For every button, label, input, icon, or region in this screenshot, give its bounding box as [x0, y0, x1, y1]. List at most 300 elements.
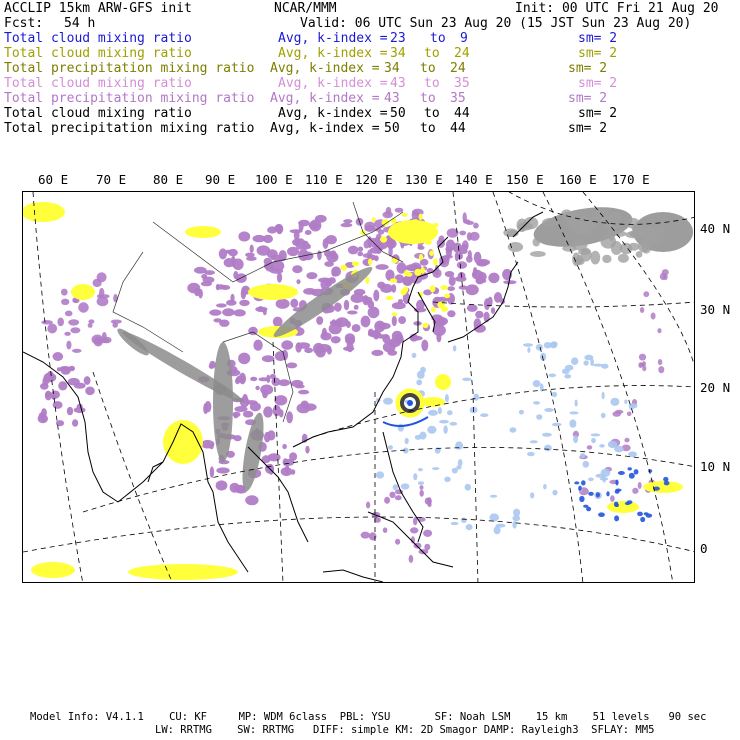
cloud-purple-cell	[368, 329, 374, 336]
cloud-lightblue-cell	[601, 469, 611, 477]
cloud-purple-cell	[286, 411, 293, 423]
cloud-purple-cell	[245, 495, 258, 505]
cloud-gray-cell	[614, 231, 626, 237]
cloud-yellow-cell	[430, 285, 436, 292]
longitude-label: 160 E	[559, 172, 597, 187]
cloud-purple-cell	[469, 232, 479, 241]
cloud-lightblue-cell	[536, 344, 543, 351]
field-avg-label: Avg, k-index =	[270, 91, 380, 106]
cloud-blue-cell	[618, 471, 625, 475]
cloud-purple-cell	[292, 239, 301, 246]
cloud-purple-cell	[409, 555, 414, 563]
cloud-purple-cell	[67, 407, 73, 415]
cloud-purple-cell	[643, 291, 649, 297]
cloud-purple-cell	[627, 412, 632, 417]
cloud-purple-cell	[347, 311, 358, 315]
cloud-lightblue-cell	[564, 374, 571, 378]
forecast-label: Fcst:	[4, 16, 44, 31]
cloud-gray-cell	[530, 251, 546, 257]
field-avg-label: Avg, k-index =	[270, 61, 380, 76]
cloud-lightblue-cell	[438, 407, 442, 414]
cloud-purple-cell	[433, 325, 446, 336]
cloud-lightblue-cell	[536, 414, 542, 420]
field-smoothing: sm= 2	[568, 61, 608, 76]
cloud-lightblue-cell	[496, 524, 506, 528]
cloud-purple-cell	[263, 406, 273, 417]
cloud-purple-cell	[78, 302, 89, 312]
cloud-purple-cell	[406, 266, 414, 270]
cloud-purple-cell	[238, 231, 250, 241]
field-smoothing: sm= 2	[568, 121, 608, 136]
cloud-blue-cell	[615, 490, 620, 494]
cloud-purple-cell	[203, 403, 208, 414]
plot-title: ACCLIP 15km ARW-GFS init	[4, 1, 192, 16]
cloud-purple-cell	[380, 284, 393, 293]
model-info-line2: LW: RRTMG SW: RRTMG DIFF: simple KM: 2D Smagor DAMP: Rayleigh3 SFLAY: MM5	[155, 724, 655, 736]
cloud-purple-cell	[376, 264, 389, 270]
cloud-yellow-cell	[365, 277, 369, 284]
cloud-purple-cell	[239, 300, 250, 306]
cloud-lightblue-cell	[466, 524, 473, 530]
cloud-yellow-patch	[163, 420, 203, 464]
cloud-yellow-cell	[444, 294, 450, 299]
field-avg-label: Avg, k-index =	[278, 106, 388, 121]
cloud-purple-cell	[341, 223, 353, 227]
cloud-purple-cell	[260, 385, 273, 395]
cloud-purple-cell	[488, 273, 499, 284]
cloud-gray-cell	[649, 236, 664, 245]
cloud-yellow-patch	[128, 564, 238, 580]
cloud-purple-cell	[282, 444, 287, 449]
cloud-purple-cell	[250, 245, 254, 253]
cloud-lightblue-cell	[418, 468, 423, 471]
field-k-from: 50	[390, 106, 406, 121]
cloud-purple-cell	[357, 252, 363, 257]
cloud-purple-cell	[345, 337, 355, 345]
cloud-lightblue-cell	[512, 515, 520, 521]
cloud-lightblue-cell	[527, 452, 535, 456]
cloud-yellow-cell	[421, 267, 426, 274]
cloud-purple-cell	[351, 293, 365, 303]
cloud-lightblue-cell	[455, 441, 463, 449]
cloud-lightblue-cell	[444, 477, 451, 483]
cloud-purple-cell	[477, 259, 490, 266]
field-k-from: 34	[384, 61, 400, 76]
cloud-purple-cell	[250, 377, 257, 381]
cloud-blue-cell	[596, 492, 600, 497]
field-smoothing: sm= 2	[578, 106, 618, 121]
cloud-lightblue-cell	[608, 441, 618, 448]
cloud-purple-cell	[53, 401, 63, 409]
cloud-yellow-cell	[412, 219, 419, 223]
cloud-purple-cell	[463, 219, 470, 224]
cloud-lightblue-cell	[549, 374, 557, 378]
cloud-lightblue-cell	[603, 476, 606, 483]
cloud-lightblue-cell	[401, 483, 410, 489]
cloud-blue-cell	[644, 512, 649, 515]
cloud-blue-cell	[628, 467, 632, 470]
longitude-label: 170 E	[612, 172, 650, 187]
cloud-purple-cell	[226, 300, 237, 306]
cloud-yellow-cell	[406, 272, 413, 277]
cloud-gray-band	[213, 342, 233, 462]
field-name: Total cloud mixing ratio	[4, 76, 192, 91]
cloud-purple-cell	[387, 350, 397, 356]
cloud-lightblue-cell	[465, 484, 471, 491]
field-k-from: 34	[390, 46, 406, 61]
cloud-purple-cell	[467, 304, 478, 312]
latitude-label: 40 N	[700, 221, 731, 236]
cloud-purple-cell	[394, 334, 403, 343]
cloud-purple-cell	[420, 490, 424, 497]
cloud-purple-cell	[60, 366, 69, 370]
cloud-lightblue-cell	[461, 518, 467, 524]
cloud-purple-cell	[56, 420, 64, 426]
cloud-purple-cell	[210, 466, 214, 477]
cloud-yellow-cell	[400, 225, 408, 230]
cloud-yellow-patch	[71, 284, 95, 300]
cloud-lightblue-cell	[583, 461, 590, 468]
cloud-purple-cell	[255, 386, 259, 390]
cloud-purple-cell	[61, 289, 68, 296]
cloud-lightblue-cell	[428, 410, 438, 416]
field-smoothing: sm= 2	[578, 31, 618, 46]
cloud-purple-cell	[305, 230, 312, 235]
longitude-label: 150 E	[506, 172, 544, 187]
cloud-purple-cell	[307, 244, 311, 249]
cloud-gray-cell	[517, 222, 532, 230]
cloud-purple-cell	[74, 383, 86, 389]
cloud-purple-cell	[331, 336, 341, 343]
cloud-lightblue-cell	[405, 438, 409, 444]
longitude-label: 90 E	[205, 172, 236, 187]
latitude-label: 30 N	[700, 302, 731, 317]
cloud-purple-cell	[420, 485, 424, 490]
cloud-purple-cell	[187, 283, 200, 294]
cloud-blue-cell	[627, 500, 633, 504]
cloud-purple-cell	[97, 272, 107, 282]
cloud-yellow-cell	[440, 285, 448, 290]
cloud-purple-cell	[219, 320, 229, 327]
cloud-yellow-patch	[607, 501, 639, 513]
cloud-lightblue-cell	[519, 410, 524, 415]
cloud-purple-cell	[39, 412, 45, 419]
cloud-purple-cell	[263, 309, 267, 316]
cloud-lightblue-cell	[601, 413, 606, 418]
valid-time: Valid: 06 UTC Sun 23 Aug 20 (15 JST Sun 23 Aug 20)	[300, 16, 692, 31]
longitude-label: 60 E	[38, 172, 69, 187]
field-to-label: to	[424, 46, 440, 61]
cloud-purple-cell	[388, 241, 394, 250]
cloud-purple-cell	[65, 311, 73, 317]
cloud-purple-cell	[330, 250, 337, 259]
cloud-purple-cell	[344, 300, 349, 311]
cloud-purple-cell	[267, 226, 277, 233]
cloud-purple-cell	[658, 359, 662, 365]
cloud-purple-cell	[392, 302, 406, 309]
cloud-purple-cell	[475, 311, 483, 319]
cloud-lightblue-cell	[552, 392, 558, 397]
cloud-purple-cell	[395, 208, 404, 213]
cloud-purple-cell	[209, 309, 221, 315]
forecast-hours: 54 h	[64, 16, 96, 31]
cloud-yellow-patch	[31, 562, 75, 578]
latitude-label: 10 N	[700, 459, 731, 474]
cloud-lightblue-cell	[439, 420, 449, 424]
cloud-purple-cell	[258, 306, 263, 310]
cloud-purple-cell	[291, 380, 303, 387]
cloud-lightblue-cell	[533, 380, 541, 387]
cloud-purple-cell	[88, 323, 93, 328]
cloud-purple-cell	[439, 256, 450, 264]
cloud-yellow-cell	[419, 214, 423, 221]
cloud-purple-cell	[446, 240, 455, 251]
cloud-lightblue-cell	[420, 367, 426, 373]
field-k-to: 9	[460, 31, 468, 46]
field-smoothing: sm= 2	[578, 46, 618, 61]
cloud-yellow-cell	[414, 269, 421, 276]
typhoon-rainband	[383, 417, 428, 426]
cloud-gray-cell	[626, 231, 640, 238]
coastline	[293, 342, 403, 447]
cloud-lightblue-cell	[569, 419, 576, 427]
cloud-lightblue-cell	[571, 357, 578, 365]
cloud-lightblue-cell	[543, 484, 547, 489]
cloud-purple-cell	[194, 267, 207, 274]
cloud-yellow-cell	[425, 240, 432, 245]
cloud-purple-cell	[368, 307, 380, 319]
cloud-yellow-patch	[248, 284, 298, 300]
cloud-lightblue-cell	[593, 364, 603, 367]
cloud-purple-cell	[587, 445, 593, 449]
cloud-blue-cell	[588, 492, 594, 496]
cloud-lightblue-cell	[473, 394, 479, 401]
cloud-purple-cell	[216, 303, 227, 307]
cloud-purple-cell	[273, 405, 281, 416]
cloud-purple-cell	[64, 332, 71, 336]
cloud-purple-cell	[346, 321, 351, 328]
cloud-purple-cell	[246, 256, 257, 261]
cloud-blue-cell	[615, 480, 618, 486]
cloud-purple-cell	[421, 340, 428, 352]
cloud-purple-cell	[66, 341, 71, 350]
cloud-blue-cell	[578, 486, 581, 491]
cloud-purple-cell	[219, 248, 227, 259]
cloud-lightblue-cell	[443, 425, 447, 434]
cloud-yellow-patch	[643, 481, 683, 493]
cloud-gray-cell	[576, 255, 583, 264]
field-avg-label: Avg, k-index =	[278, 46, 388, 61]
cloud-purple-cell	[315, 347, 326, 358]
cloud-purple-cell	[447, 286, 455, 291]
latitude-line	[23, 517, 695, 552]
cloud-gray-cell	[562, 245, 577, 251]
coastline	[148, 462, 163, 482]
longitude-line	[93, 372, 173, 583]
field-smoothing: sm= 2	[568, 91, 608, 106]
cloud-lightblue-cell	[550, 343, 558, 349]
cloud-purple-cell	[216, 480, 228, 490]
cloud-purple-cell	[473, 223, 479, 229]
cloud-purple-cell	[317, 250, 322, 260]
cloud-purple-cell	[432, 269, 441, 278]
cloud-yellow-cell	[391, 218, 396, 224]
cloud-purple-cell	[449, 276, 456, 286]
longitude-label: 80 E	[153, 172, 184, 187]
cloud-lightblue-cell	[427, 426, 436, 434]
weather-map	[22, 191, 695, 583]
cloud-lightblue-cell	[445, 394, 449, 402]
cloud-purple-cell	[466, 284, 479, 295]
field-k-from: 43	[390, 76, 406, 91]
cloud-purple-cell	[298, 390, 309, 395]
field-name: Total cloud mixing ratio	[4, 31, 192, 46]
cloud-blue-cell	[606, 491, 609, 496]
field-name: Total precipitation mixing ratio	[4, 91, 255, 106]
cloud-lightblue-cell	[591, 438, 596, 443]
cloud-purple-cell	[286, 362, 297, 368]
cloud-lightblue-cell	[447, 410, 453, 415]
cloud-purple-cell	[466, 256, 473, 263]
cloud-yellow-cell	[392, 312, 397, 316]
cloud-yellow-cell	[419, 254, 423, 260]
longitude-label: 70 E	[96, 172, 127, 187]
cloud-purple-cell	[303, 288, 316, 295]
cloud-yellow-patch	[388, 220, 438, 244]
coastline	[323, 570, 383, 582]
cloud-lightblue-cell	[583, 360, 588, 365]
cloud-purple-cell	[366, 502, 370, 509]
cloud-lightblue-cell	[573, 435, 578, 443]
cloud-purple-cell	[398, 316, 406, 324]
latitude-label: 0	[700, 541, 708, 556]
cloud-gray-cell	[533, 238, 541, 247]
cloud-lightblue-cell	[588, 478, 594, 482]
cloud-purple-cell	[42, 377, 48, 387]
cloud-purple-cell	[253, 340, 262, 351]
cloud-lightblue-cell	[542, 433, 552, 437]
cloud-purple-cell	[462, 240, 469, 250]
cloud-purple-cell	[610, 495, 615, 502]
cloud-purple-cell	[99, 288, 104, 298]
cloud-purple-cell	[305, 446, 309, 454]
cloud-lightblue-cell	[544, 408, 553, 412]
cloud-lightblue-cell	[523, 343, 533, 346]
cloud-purple-cell	[72, 419, 78, 427]
cloud-lightblue-cell	[630, 403, 638, 408]
cloud-purple-cell	[476, 276, 485, 284]
cloud-yellow-patch	[185, 226, 221, 238]
cloud-purple-cell	[47, 324, 57, 334]
field-avg-label: Avg, k-index =	[278, 31, 388, 46]
cloud-purple-cell	[267, 249, 278, 258]
field-smoothing: sm= 2	[578, 76, 618, 91]
cloud-lightblue-cell	[624, 400, 627, 404]
cloud-purple-cell	[615, 410, 623, 414]
cloud-blue-cell	[614, 515, 619, 521]
cloud-purple-cell	[277, 272, 282, 282]
cloud-gray-cell	[586, 217, 597, 230]
cloud-purple-cell	[325, 280, 332, 287]
cloud-purple-cell	[662, 269, 669, 275]
cloud-purple-cell	[281, 340, 293, 350]
cloud-purple-cell	[306, 272, 317, 279]
cloud-purple-cell	[395, 495, 402, 500]
cloud-lightblue-cell	[530, 492, 534, 498]
cloud-purple-cell	[236, 375, 246, 382]
cloud-lightblue-cell	[412, 353, 417, 358]
cloud-gray-cell	[618, 254, 629, 263]
cloud-yellow-patch	[23, 202, 65, 222]
cloud-purple-cell	[424, 544, 430, 551]
cloud-purple-cell	[658, 366, 664, 373]
cloud-blue-cell	[634, 469, 639, 474]
cloud-purple-cell	[657, 328, 661, 333]
cloud-purple-cell	[383, 527, 388, 533]
cloud-lightblue-cell	[575, 400, 578, 407]
cloud-purple-cell	[276, 299, 290, 309]
cloud-yellow-cell	[386, 296, 393, 300]
cloud-lightblue-cell	[452, 468, 458, 474]
cloud-purple-cell	[267, 430, 275, 440]
cloud-purple-cell	[47, 371, 53, 376]
field-to-label: to	[420, 121, 436, 136]
cloud-gray-cell	[602, 255, 611, 263]
cloud-lightblue-cell	[512, 521, 516, 529]
cloud-purple-cell	[323, 238, 329, 249]
cloud-blue-cell	[581, 480, 586, 485]
cloud-yellow-cell	[433, 223, 438, 227]
field-name: Total cloud mixing ratio	[4, 46, 192, 61]
cloud-purple-cell	[290, 229, 303, 233]
cloud-lightblue-cell	[451, 522, 459, 525]
cloud-lightblue-cell	[580, 453, 585, 458]
cloud-purple-cell	[366, 238, 377, 242]
cloud-purple-cell	[253, 235, 266, 242]
cloud-purple-cell	[624, 438, 629, 443]
cloud-purple-cell	[277, 225, 284, 233]
cloud-purple-cell	[112, 322, 118, 328]
field-k-to: 24	[450, 61, 466, 76]
cloud-purple-cell	[45, 391, 52, 401]
cloud-purple-cell	[373, 290, 379, 302]
cloud-lightblue-cell	[527, 347, 530, 353]
cloud-purple-cell	[250, 402, 261, 411]
field-k-from: 50	[384, 121, 400, 136]
cloud-lightblue-cell	[416, 380, 422, 386]
cloud-purple-cell	[484, 298, 490, 310]
cloud-purple-cell	[72, 349, 82, 353]
cloud-purple-cell	[201, 281, 212, 286]
coastline	[213, 492, 248, 572]
field-name: Total cloud mixing ratio	[4, 106, 192, 121]
cloud-purple-cell	[201, 274, 207, 279]
cloud-purple-cell	[216, 467, 229, 473]
cloud-yellow-patch	[435, 374, 451, 390]
cloud-purple-cell	[358, 247, 364, 252]
cloud-purple-cell	[382, 334, 390, 343]
cloud-lightblue-cell	[383, 398, 393, 405]
cloud-purple-cell	[322, 328, 327, 339]
cloud-purple-cell	[491, 307, 495, 314]
field-to-label: to	[420, 61, 436, 76]
cloud-purple-cell	[354, 305, 359, 310]
cloud-blue-cell	[640, 517, 645, 522]
cloud-purple-cell	[262, 355, 275, 362]
cloud-lightblue-cell	[530, 440, 538, 443]
cloud-purple-cell	[68, 319, 79, 325]
cloud-lightblue-cell	[413, 473, 417, 480]
